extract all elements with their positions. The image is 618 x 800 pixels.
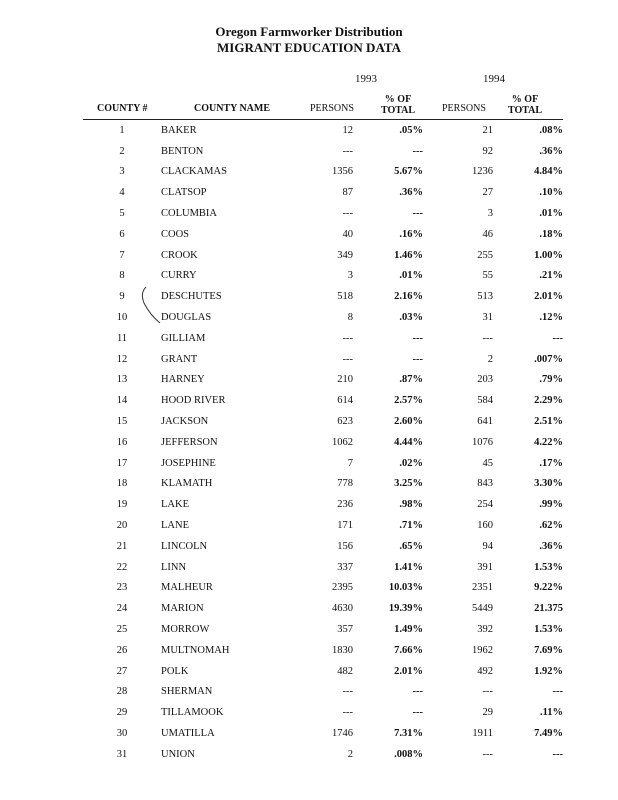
county-name-cell: COLUMBIA — [161, 208, 218, 220]
percent-1994-cell: .62% — [539, 520, 563, 532]
percent-1994-cell: .17% — [539, 457, 563, 469]
percent-1993-cell: 19.39% — [388, 603, 423, 615]
county-name-cell: GILLIAM — [161, 332, 206, 344]
persons-1994-cell: 1076 — [472, 436, 493, 448]
table-row — [83, 474, 563, 495]
table-row — [83, 120, 563, 141]
county-name-cell: LINCOLN — [161, 540, 208, 552]
persons-1994-cell: 255 — [477, 249, 493, 261]
table-row — [83, 640, 563, 661]
percent-1994-cell: 7.49% — [534, 728, 563, 739]
persons-1994-cell: 254 — [477, 499, 493, 511]
table-row — [83, 702, 563, 723]
percent-1994-cell: .01% — [539, 208, 563, 220]
percent-1993-cell: .87% — [399, 374, 423, 386]
persons-1993-cell: 4630 — [332, 603, 353, 615]
persons-1993-cell: 12 — [342, 124, 353, 136]
percent-1994-cell: --- — [552, 686, 563, 698]
percent-1993-cell: 3.25% — [394, 478, 423, 490]
table-row — [83, 224, 563, 245]
county-name-cell: MARION — [161, 603, 204, 615]
percent-1994-cell: .36% — [539, 540, 563, 552]
persons-1993-cell: 1830 — [332, 644, 353, 656]
percent-1993-cell: --- — [412, 208, 423, 220]
county-number-cell: 11 — [116, 332, 128, 344]
table-row — [83, 266, 563, 287]
persons-1993-cell: 2 — [347, 748, 353, 760]
table-row — [83, 182, 563, 203]
table-row — [83, 557, 563, 578]
table-row — [83, 682, 563, 703]
persons-1994-cell: 160 — [477, 520, 493, 532]
percent-1994-cell: 1.53% — [534, 561, 563, 573]
persons-1993-cell: 778 — [337, 478, 353, 490]
percent-1993-cell: .02% — [399, 457, 423, 469]
document-subtitle: MIGRANT EDUCATION DATA — [217, 40, 401, 55]
percent-1994-cell: 1.92% — [534, 665, 563, 677]
county-number-cell: 6 — [119, 228, 125, 240]
county-name-cell: LINN — [161, 561, 187, 573]
percent-1993-cell: 7.31% — [394, 728, 423, 739]
persons-1994-cell: 45 — [482, 457, 493, 469]
persons-1994-cell: --- — [482, 748, 493, 760]
county-name-cell: BAKER — [161, 124, 197, 136]
persons-1994-header: PERSONS — [442, 103, 486, 114]
county-number-cell: 5 — [119, 208, 125, 220]
county-number-cell: 13 — [116, 374, 128, 386]
county-name-cell: CROOK — [161, 249, 198, 261]
persons-1994-cell: 55 — [482, 270, 493, 282]
percent-1994-header-line1: % OF — [511, 94, 539, 105]
persons-1993-cell: 482 — [337, 665, 353, 677]
percent-1993-cell: --- — [412, 145, 423, 157]
persons-1993-cell: --- — [342, 353, 353, 365]
persons-1993-cell: 1356 — [332, 166, 353, 178]
persons-1994-cell: 2351 — [472, 582, 493, 594]
county-name-cell: LANE — [161, 520, 189, 532]
persons-1993-cell: --- — [342, 208, 353, 220]
percent-1993-cell: 7.66% — [394, 644, 423, 656]
percent-1993-cell: 2.60% — [394, 416, 423, 428]
persons-1994-cell: 29 — [482, 707, 493, 719]
percent-1994-cell: 2.01% — [534, 291, 563, 303]
percent-1993-cell: --- — [412, 686, 423, 698]
persons-1994-cell: 46 — [482, 228, 493, 240]
county-number-cell: 1 — [119, 124, 125, 136]
persons-1993-cell: 1062 — [332, 436, 353, 448]
persons-1993-cell: 1746 — [332, 728, 353, 739]
percent-1994-header — [505, 94, 545, 116]
county-name-cell: KLAMATH — [161, 478, 213, 490]
county-number-cell: 7 — [119, 249, 125, 261]
table-row — [83, 536, 563, 557]
pen-mark — [138, 285, 168, 325]
county-number-cell: 8 — [119, 270, 125, 282]
persons-1993-cell: 236 — [337, 499, 353, 511]
percent-1993-cell: .98% — [399, 499, 423, 511]
persons-1994-cell: 1962 — [472, 644, 493, 656]
county-name-cell: HARNEY — [161, 374, 205, 386]
percent-1993-cell: .008% — [394, 748, 423, 760]
persons-1993-cell: 518 — [337, 291, 353, 303]
persons-1994-cell: 3 — [487, 208, 493, 220]
percent-1993-cell: 1.46% — [394, 249, 423, 261]
persons-1994-cell: 584 — [477, 395, 493, 407]
table-row — [83, 453, 563, 474]
table-row — [83, 744, 563, 765]
county-number-cell: 21 — [116, 540, 128, 552]
percent-1993-cell: .16% — [399, 228, 423, 240]
document-title: Oregon Farmworker Distribution — [215, 24, 403, 39]
county-name-cell: DOUGLAS — [161, 312, 212, 324]
percent-1994-cell: 1.00% — [534, 249, 563, 261]
percent-1993-cell: --- — [412, 707, 423, 719]
persons-1993-cell: 614 — [337, 395, 353, 407]
table-row — [83, 328, 563, 349]
percent-1994-cell: .99% — [539, 499, 563, 511]
percent-1994-cell: 2.51% — [534, 416, 563, 428]
percent-1994-cell: .007% — [534, 353, 563, 365]
percent-1994-cell: 7.69% — [534, 644, 563, 656]
county-number-cell: 12 — [116, 353, 128, 365]
county-name-cell: MALHEUR — [161, 582, 213, 594]
persons-1994-cell: 203 — [477, 374, 493, 386]
table-row — [83, 432, 563, 453]
persons-1993-cell: --- — [342, 332, 353, 344]
county-number-cell: 29 — [116, 707, 128, 719]
persons-1993-cell: 3 — [347, 270, 353, 282]
table-row — [83, 723, 563, 744]
county-number-cell: 22 — [116, 561, 128, 573]
table-row — [83, 203, 563, 224]
county-number-cell: 28 — [116, 686, 128, 698]
persons-1993-cell: 87 — [342, 187, 353, 199]
county-name-cell: JOSEPHINE — [161, 457, 216, 469]
county-name-cell: MULTNOMAH — [161, 644, 230, 656]
persons-1993-cell: 40 — [342, 228, 353, 240]
percent-1994-cell: 2.29% — [534, 395, 563, 407]
percent-1993-header-line1: % OF — [384, 94, 412, 105]
persons-1994-cell: --- — [482, 332, 493, 344]
year-1993-label: 1993 — [355, 73, 377, 85]
county-name-cell: MORROW — [161, 624, 210, 636]
percent-1993-cell: .03% — [399, 312, 423, 324]
percent-1994-cell: --- — [552, 332, 563, 344]
percent-1994-header-line2: TOTAL — [507, 105, 543, 116]
persons-1994-cell: 27 — [482, 187, 493, 199]
table-row — [83, 411, 563, 432]
persons-1994-cell: 31 — [482, 312, 493, 324]
county-name-cell: GRANT — [161, 353, 198, 365]
percent-1994-cell: 4.22% — [534, 436, 563, 448]
percent-1993-header-line2: TOTAL — [380, 105, 416, 116]
persons-1993-cell: 349 — [337, 249, 353, 261]
county-name-cell: SHERMAN — [161, 686, 213, 698]
percent-1994-cell: .08% — [539, 124, 563, 136]
persons-1994-cell: --- — [482, 686, 493, 698]
percent-1993-cell: 1.49% — [394, 624, 423, 636]
percent-1993-cell: .01% — [399, 270, 423, 282]
county-name-header: COUNTY NAME — [194, 103, 271, 114]
persons-1994-cell: 5449 — [472, 603, 493, 615]
county-name-cell: UMATILLA — [161, 728, 215, 739]
percent-1994-cell: .21% — [539, 270, 563, 282]
table-row — [83, 619, 563, 640]
persons-1994-cell: 1911 — [472, 728, 493, 739]
persons-1994-cell: 391 — [477, 561, 493, 573]
county-name-cell: LAKE — [161, 499, 189, 511]
persons-1994-cell: 2 — [487, 353, 493, 365]
percent-1994-cell: .36% — [539, 145, 563, 157]
percent-1994-cell: --- — [552, 748, 563, 760]
percent-1994-cell: 9.22% — [534, 582, 563, 594]
percent-1993-cell: 2.01% — [394, 665, 423, 677]
table-row — [83, 162, 563, 183]
percent-1994-cell: .79% — [539, 374, 563, 386]
percent-1994-cell: .18% — [539, 228, 563, 240]
percent-1993-cell: 10.03% — [388, 582, 423, 594]
percent-1993-cell: 2.57% — [394, 395, 423, 407]
persons-1993-cell: --- — [342, 686, 353, 698]
county-name-cell: UNION — [161, 748, 195, 760]
table-row — [83, 390, 563, 411]
county-name-cell: CLACKAMAS — [161, 166, 227, 178]
percent-1993-cell: --- — [412, 353, 423, 365]
percent-1994-cell: .10% — [539, 187, 563, 199]
county-number-cell: 20 — [116, 520, 128, 532]
county-number-cell: 25 — [116, 624, 128, 636]
persons-1993-cell: 337 — [337, 561, 353, 573]
percent-1993-cell: 2.16% — [394, 291, 423, 303]
table-row — [83, 494, 563, 515]
percent-1994-cell: .12% — [539, 312, 563, 324]
county-name-cell: JEFFERSON — [161, 436, 218, 448]
percent-1994-cell: 21.375 — [534, 603, 563, 615]
persons-1993-cell: 623 — [337, 416, 353, 428]
percent-1993-cell: 1.41% — [394, 561, 423, 573]
county-number-cell: 17 — [116, 457, 128, 469]
percent-1993-header — [378, 94, 418, 116]
county-rows — [83, 120, 563, 765]
county-name-cell: DESCHUTES — [161, 291, 222, 303]
percent-1993-cell: 5.67% — [394, 166, 423, 178]
persons-1994-cell: 21 — [482, 124, 493, 136]
persons-1993-cell: --- — [342, 145, 353, 157]
county-number-cell: 23 — [116, 582, 128, 594]
table-row — [83, 598, 563, 619]
county-number-cell: 4 — [119, 187, 125, 199]
county-name-cell: BENTON — [161, 145, 204, 157]
percent-1993-cell: .05% — [399, 124, 423, 136]
county-data-table — [83, 120, 563, 765]
percent-1994-cell: 1.53% — [534, 624, 563, 636]
county-number-cell: 3 — [119, 166, 125, 178]
percent-1994-cell: 4.84% — [534, 166, 563, 178]
county-name-cell: CLATSOP — [161, 187, 207, 199]
county-number-cell: 10 — [116, 312, 128, 324]
percent-1994-cell: .11% — [539, 707, 563, 719]
county-number-cell: 2 — [119, 145, 125, 157]
county-name-cell: COOS — [161, 228, 190, 240]
table-row — [83, 245, 563, 266]
percent-1993-cell: --- — [412, 332, 423, 344]
persons-1994-cell: 513 — [477, 291, 493, 303]
percent-1994-cell: 3.30% — [534, 478, 563, 490]
county-name-cell: HOOD RIVER — [161, 395, 226, 407]
persons-1993-cell: 156 — [337, 540, 353, 552]
county-name-cell: POLK — [161, 665, 189, 677]
persons-1993-cell: 171 — [337, 520, 353, 532]
persons-1993-cell: --- — [342, 707, 353, 719]
percent-1993-cell: .36% — [399, 187, 423, 199]
year-1994-label: 1994 — [483, 73, 505, 85]
county-number-cell: 9 — [119, 291, 125, 303]
table-row — [83, 349, 563, 370]
persons-1994-cell: 1236 — [472, 166, 493, 178]
county-number-cell: 19 — [116, 499, 128, 511]
persons-1994-cell: 492 — [477, 665, 493, 677]
county-number-cell: 14 — [116, 395, 128, 407]
table-row — [83, 578, 563, 599]
county-name-cell: JACKSON — [161, 416, 209, 428]
county-number-cell: 27 — [116, 665, 128, 677]
county-number-cell: 24 — [116, 603, 128, 615]
persons-1994-cell: 843 — [477, 478, 493, 490]
county-number-cell: 15 — [116, 416, 128, 428]
persons-1993-cell: 2395 — [332, 582, 353, 594]
county-number-cell: 18 — [116, 478, 128, 490]
table-row — [83, 141, 563, 162]
persons-1994-cell: 92 — [482, 145, 493, 157]
percent-1993-cell: .65% — [399, 540, 423, 552]
persons-1994-cell: 392 — [477, 624, 493, 636]
persons-1994-cell: 94 — [482, 540, 493, 552]
persons-1994-cell: 641 — [477, 416, 493, 428]
county-number-cell: 16 — [116, 436, 128, 448]
county-number-cell: 30 — [116, 728, 128, 739]
persons-1993-cell: 8 — [347, 312, 353, 324]
persons-1993-cell: 357 — [337, 624, 353, 636]
table-row — [83, 515, 563, 536]
county-name-cell: CURRY — [161, 270, 197, 282]
persons-1993-cell: 210 — [337, 374, 353, 386]
county-number-header: COUNTY # — [97, 103, 148, 114]
percent-1993-cell: .71% — [399, 520, 423, 532]
county-number-cell: 31 — [116, 748, 128, 760]
persons-1993-cell: 7 — [347, 457, 353, 469]
percent-1993-cell: 4.44% — [394, 436, 423, 448]
table-row — [83, 370, 563, 391]
persons-1993-header: PERSONS — [310, 103, 354, 114]
county-number-cell: 26 — [116, 644, 128, 656]
county-name-cell: TILLAMOOK — [161, 707, 224, 719]
table-row — [83, 661, 563, 682]
